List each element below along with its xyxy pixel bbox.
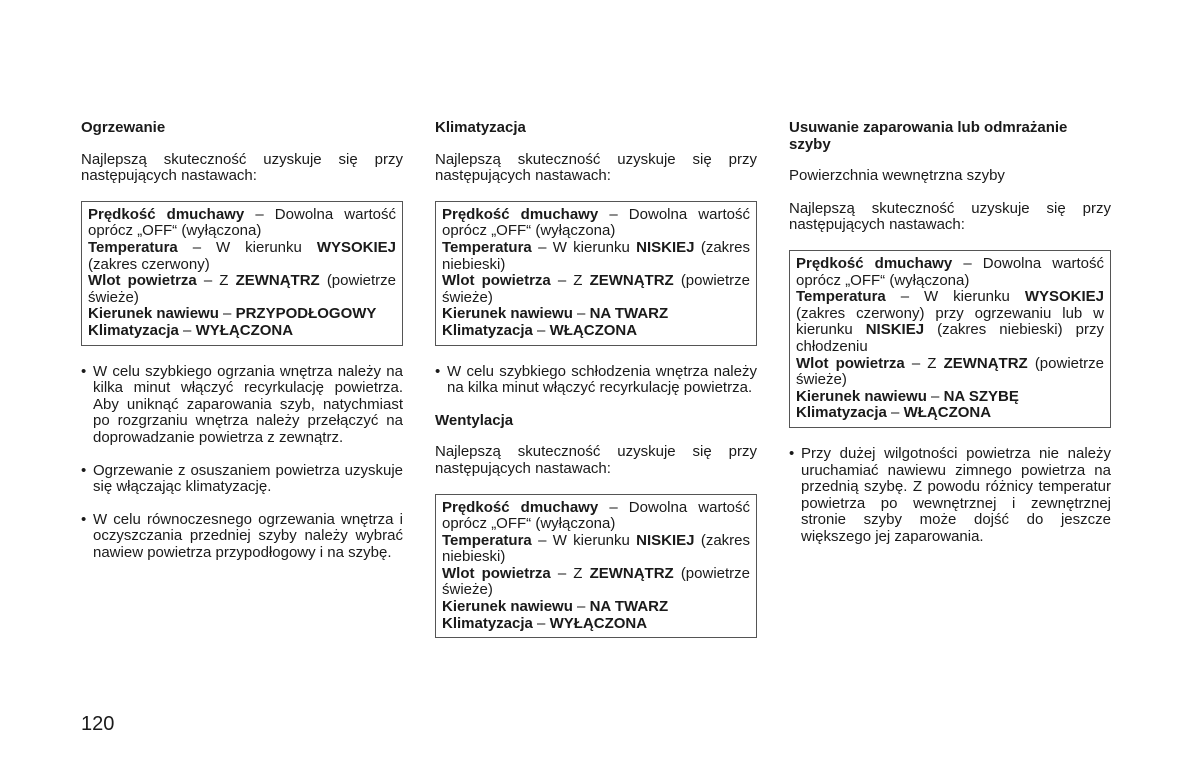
section-heading-heating: Ogrzewanie <box>81 119 166 136</box>
setting-temperature: Temperatura – W kierunku NISKIEJ (zakres niebieski) <box>442 238 751 273</box>
setting-fan: Prędkość dmuchawy – Dowolna wartość oprócz „OFF“ (wyłączona) <box>442 498 750 533</box>
setting-air-inlet: Wlot powietrza – Z ZEWNĄTRZ (powietrze świeże) <box>442 564 751 599</box>
intro-text: Najlepszą skuteczność uzyskuje się przy następujących nastawach: <box>435 443 757 477</box>
bullet-list-defogging <box>789 446 1111 546</box>
column-air-conditioning <box>435 120 757 656</box>
column-heating <box>81 120 403 577</box>
bullet-item: • W celu równoczesnego ogrzewania wnętrza i oczyszczania przedniej szyby należy wybrać nawiew powietrza przypodłogowy i na szybę. <box>81 512 403 562</box>
setting-temperature: Temperatura – W kierunku WYSOKIEJ (zakres czerwony) przy ogrzewaniu lub w kierunku NISKIEJ (zakres niebieski) przy chłodzeniu <box>796 288 1104 355</box>
bullet-item: • W celu szybkiego ogrzania wnętrza należy na kilka minut włączyć recyrkulację powietrza. Aby uniknąć zaparowania szyb, natychmiast po rozgrzaniu wnętrza należy przełączyć na doprowadzanie powietrza z zewnątrz. <box>81 364 403 447</box>
section-heading-ventilation: Wentylacja <box>435 411 514 429</box>
intro-text: Najlepszą skuteczność uzyskuje się przy następujących nastawach: <box>435 150 757 185</box>
setting-airflow-direction: Kierunek nawiewu – PRZYPODŁOGOWY <box>88 305 377 323</box>
setting-air-inlet: Wlot powietrza – Z ZEWNĄTRZ (powietrze świeże) <box>442 272 751 306</box>
settings-box-heating <box>81 201 403 346</box>
setting-airflow-direction: Kierunek nawiewu – NA SZYBĘ <box>796 387 1019 405</box>
setting-fan: Prędkość dmuchawy – Dowolna wartość oprócz „OFF“ (wyłączona) <box>442 205 750 240</box>
setting-air-inlet: Wlot powietrza – Z ZEWNĄTRZ (powietrze świeże) <box>796 354 1105 389</box>
setting-air-conditioning: Klimatyzacja – WYŁĄCZONA <box>442 614 648 632</box>
page-number: 120 <box>81 713 115 735</box>
bullet-item: • Ogrzewanie z osuszaniem powietrza uzyskuje się włączając klimatyzację. <box>81 463 403 496</box>
intro-text: Najlepszą skuteczność uzyskuje się przy następujących nastawach: <box>81 150 403 185</box>
bullet-item: • W celu szybkiego schłodzenia wnętrza należy na kilka minut włączyć recyrkulację powietrza. <box>435 364 757 397</box>
surface-text: Powierzchnia wewnętrzna szyby <box>789 167 1005 185</box>
settings-box-defogging <box>789 250 1111 428</box>
setting-airflow-direction: Kierunek nawiewu – NA TWARZ <box>442 598 669 616</box>
setting-air-inlet: Wlot powietrza – Z ZEWNĄTRZ (powietrze świeże) <box>88 272 397 306</box>
section-heading-air-conditioning: Klimatyzacja <box>435 119 526 136</box>
settings-box-ventilation <box>435 494 757 639</box>
setting-air-conditioning: Klimatyzacja – WŁĄCZONA <box>796 404 992 422</box>
setting-fan: Prędkość dmuchawy – Dowolna wartość oprócz „OFF“ (wyłączona) <box>88 205 396 240</box>
section-heading-defogging: Usuwanie zaparowania lub odmrażanie szyby <box>789 119 1068 153</box>
bullet-list-air-conditioning <box>435 364 757 397</box>
setting-fan: Prędkość dmuchawy – Dowolna wartość oprócz „OFF“ (wyłączona) <box>796 254 1104 289</box>
column-defogging <box>789 120 1111 561</box>
setting-temperature: Temperatura – W kierunku WYSOKIEJ (zakres czerwony) <box>88 238 396 273</box>
setting-temperature: Temperatura – W kierunku NISKIEJ (zakres niebieski) <box>442 531 751 566</box>
bullet-item: • Przy dużej wilgotności powietrza nie należy uruchamiać nawiewu zimnego powietrza na przednią szybę. Z powodu różnicy temperatur powietrza po wewnętrznej i zewnętrznej stronie szyby może dojść do jeszcze większego jej zaparowania. <box>789 446 1111 546</box>
setting-air-conditioning: Klimatyzacja – WŁĄCZONA <box>442 321 638 339</box>
setting-air-conditioning: Klimatyzacja – WYŁĄCZONA <box>88 321 294 339</box>
bullet-list-heating <box>81 364 403 562</box>
settings-box-air-conditioning <box>435 201 757 346</box>
setting-airflow-direction: Kierunek nawiewu – NA TWARZ <box>442 305 669 323</box>
intro-text: Najlepszą skuteczność uzyskuje się przy następujących nastawach: <box>789 199 1111 234</box>
